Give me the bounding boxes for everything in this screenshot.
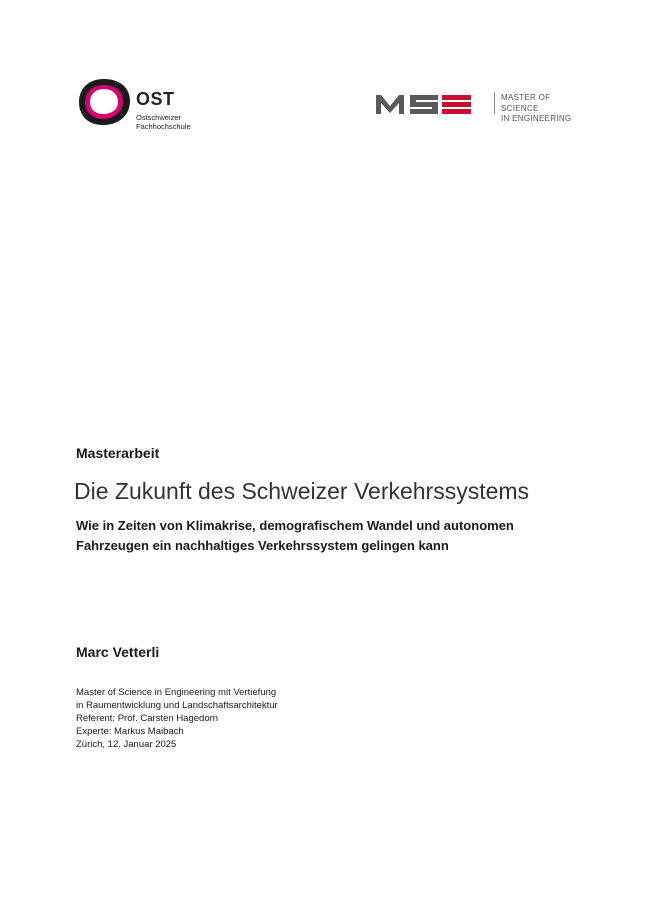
mse-logo	[376, 90, 586, 123]
ost-wordmark: OST	[136, 89, 175, 109]
mse-tagline-line2: IN ENGINEERING	[501, 114, 572, 123]
ost-subtitle-line1: Ostschweizer	[136, 113, 182, 122]
mse-wordmark	[376, 94, 472, 114]
document-subtitle: Wie in Zeiten von Klimakrise, demografischem Wandel und autonomen Fahrzeugen ein nachhaltiges Verkehrssystem gelingen kann	[76, 518, 514, 553]
mse-tagline-line1: MASTER OF SCIENCE	[501, 93, 551, 113]
info-line: in Raumentwicklung und Landschaftsarchitektur	[76, 700, 278, 711]
info-line: Referent: Prof. Carsten Hagedorn	[76, 713, 219, 724]
document-type: Masterarbeit	[76, 445, 160, 461]
info-line: Master of Science in Engineering mit Vertiefung	[76, 687, 277, 698]
ost-subtitle-line2: Fachhochschule	[136, 122, 191, 131]
mse-divider	[494, 92, 495, 114]
ost-logo	[76, 76, 206, 134]
info-line: Zürich, 12. Januar 2025	[76, 739, 177, 750]
mse-tagline	[501, 93, 586, 125]
ost-ring-icon	[76, 76, 132, 128]
author-name: Marc Vetterli	[76, 644, 160, 660]
document-title: Die Zukunft des Schweizer Verkehrssystems	[74, 478, 530, 504]
ost-subtitle	[136, 113, 191, 131]
document-info	[76, 686, 278, 751]
info-line: Experte: Markus Maibach	[76, 726, 184, 737]
